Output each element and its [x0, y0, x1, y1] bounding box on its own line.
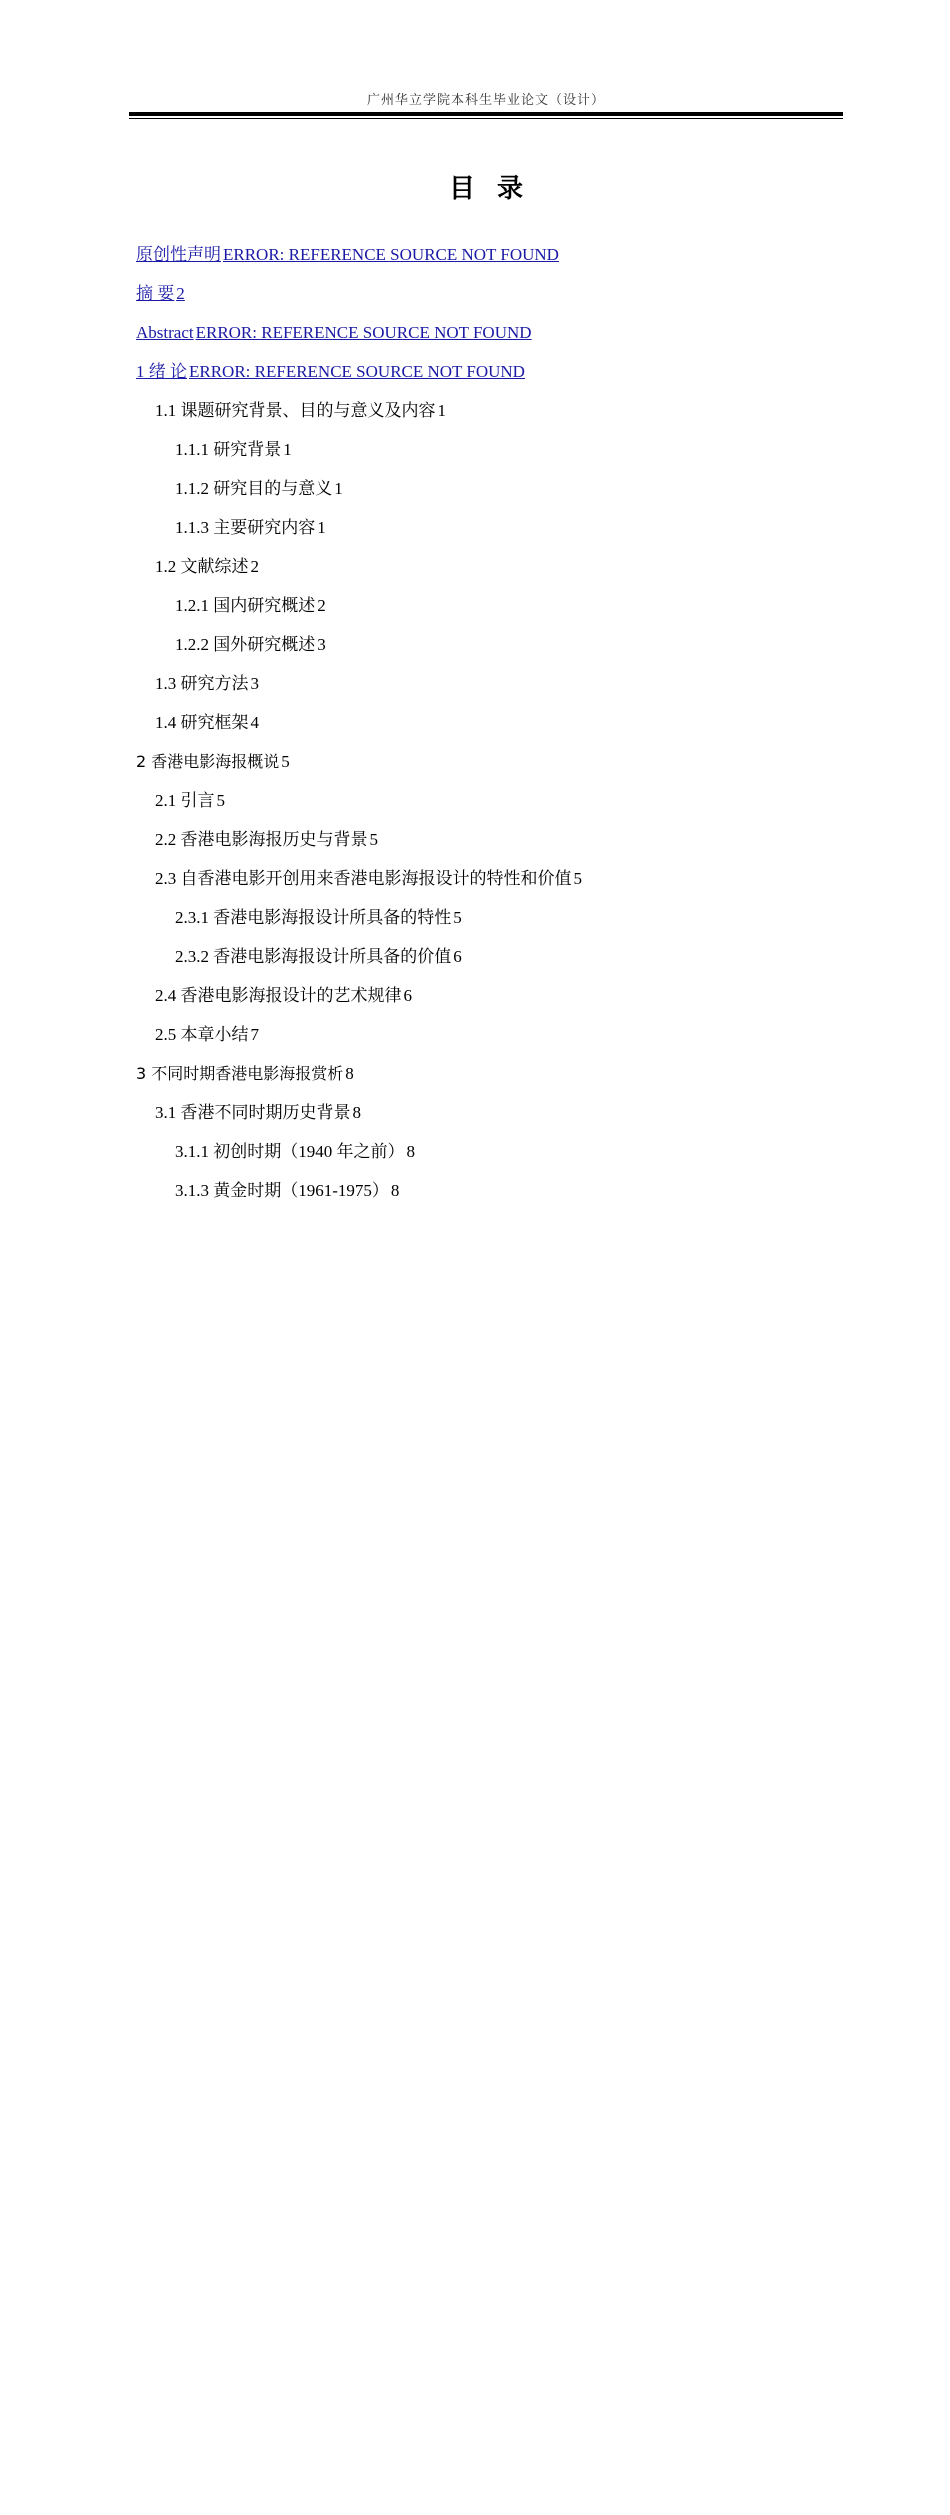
toc-entry-label: 1.2.2 国外研究概述: [175, 625, 315, 664]
toc-entry-label: Abstract: [136, 313, 194, 352]
toc-entry[interactable]: [136, 352, 837, 391]
toc-entry-label: 1.1.1 研究背景: [175, 430, 281, 469]
toc-entry-page: 5: [574, 859, 950, 2203]
toc-entry-label: 1.1.3 主要研究内容: [175, 508, 315, 547]
toc-entry-page: ERROR: REFERENCE SOURCE NOT FOUND: [196, 313, 950, 1657]
toc-entry-label: 原创性声明: [136, 235, 221, 274]
page-title: 目录: [129, 168, 843, 205]
toc-entry-page: 1: [317, 508, 950, 1852]
toc-entry-label: 2.2 香港电影海报历史与背景: [155, 820, 368, 859]
toc-entry-label: 2.4 香港电影海报设计的艺术规律: [155, 976, 402, 1015]
toc-entry-page: 2: [317, 586, 950, 1930]
toc-entry-page: 1: [283, 430, 950, 1774]
toc-entry-label: 1.3 研究方法: [155, 664, 249, 703]
toc-entry-label: 1.1 课题研究背景、目的与意义及内容: [155, 391, 436, 430]
toc-entry-page: 5: [217, 781, 950, 2125]
toc-entry[interactable]: [136, 313, 837, 352]
toc-entry-page: 8: [407, 1132, 950, 2476]
toc-entry-page: 8: [391, 1171, 950, 2515]
toc-entry-page: 6: [453, 937, 950, 2281]
toc-entry-page: 8: [345, 1054, 950, 2398]
toc-entry-page: 2: [176, 274, 950, 1618]
toc-entry[interactable]: [136, 235, 837, 274]
toc-entry-label: 2 香港电影海报概说: [136, 742, 279, 781]
toc-entry-label: 3.1 香港不同时期历史背景: [155, 1093, 351, 1132]
toc-entry-label: 摘 要: [136, 274, 174, 313]
toc-entry-page: 3: [317, 625, 950, 1969]
page-header: 广州华立学院本科生毕业论文（设计）: [129, 89, 843, 108]
header-rule-thick: [129, 112, 843, 116]
toc-entry-label: 3.1.1 初创时期（1940 年之前）: [175, 1132, 405, 1171]
toc-entry-label: 2.3 自香港电影开创用来香港电影海报设计的特性和价值: [155, 859, 572, 898]
toc-entry-label: 1.2 文献综述: [155, 547, 249, 586]
toc-entry-label: 2.3.1 香港电影海报设计所具备的特性: [175, 898, 451, 937]
toc-entry-label: 3.1.3 黄金时期（1961-1975）: [175, 1171, 389, 1210]
toc-entry-page: 2: [251, 547, 950, 1891]
toc-entry-label: 1.2.1 国内研究概述: [175, 586, 315, 625]
toc-entry-page: 5: [370, 820, 950, 2164]
toc-entry-page: 6: [404, 976, 950, 2320]
toc-entry-page: 7: [251, 1015, 950, 2359]
toc-entry-label: 3 不同时期香港电影海报赏析: [136, 1054, 343, 1093]
toc-entry-label: 2.5 本章小结: [155, 1015, 249, 1054]
toc-entry-page: 5: [281, 742, 950, 2086]
toc-entry-label: 1.4 研究框架: [155, 703, 249, 742]
toc-entry-page: ERROR: REFERENCE SOURCE NOT FOUND: [223, 235, 950, 1579]
toc-entry-page: 1: [334, 469, 950, 1813]
toc-entry-page: 3: [251, 664, 950, 2008]
toc-entry-page: 4: [251, 703, 950, 2047]
toc-entry-page: ERROR: REFERENCE SOURCE NOT FOUND: [189, 352, 950, 1696]
toc-entry-page: 5: [453, 898, 950, 2242]
toc-entry: [136, 781, 837, 820]
toc-entry-label: 1 绪 论: [136, 352, 187, 391]
toc-entry[interactable]: [136, 274, 837, 313]
toc-entry-page: 8: [353, 1093, 950, 2437]
table-of-contents: [136, 235, 837, 1210]
toc-entry-label: 1.1.2 研究目的与意义: [175, 469, 332, 508]
toc-entry-label: 2.1 引言: [155, 781, 215, 820]
toc-entry-label: 2.3.2 香港电影海报设计所具备的价值: [175, 937, 451, 976]
toc-entry-page: 1: [438, 391, 950, 1735]
header-rule-thin: [129, 118, 843, 119]
